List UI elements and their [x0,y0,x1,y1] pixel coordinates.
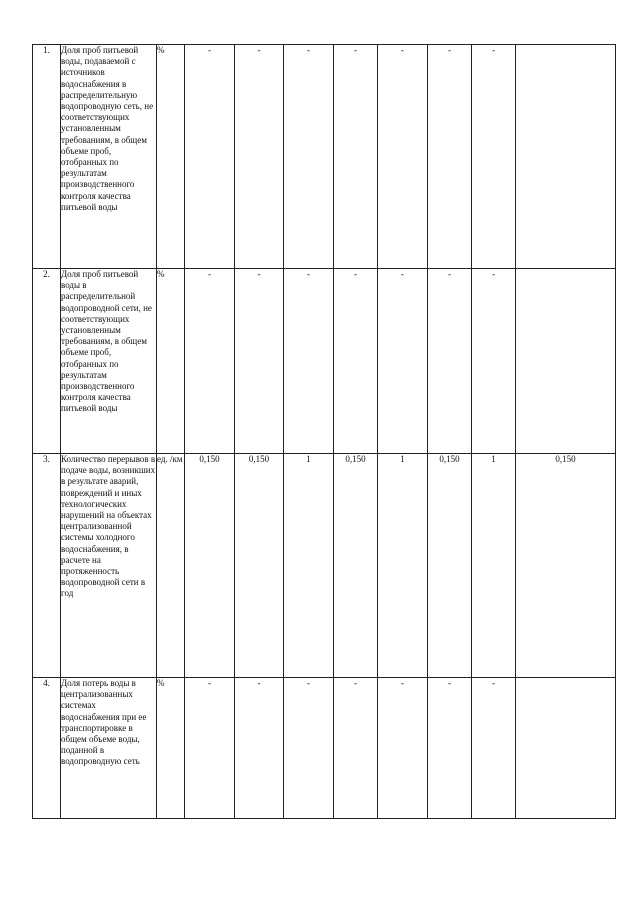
value-cell: - [334,678,378,819]
indicators-table [32,44,616,819]
value-cell: - [284,45,334,269]
value-cell: - [235,678,284,819]
value-cell: - [472,678,516,819]
indicator-name: Доля проб питьевой воды в распределительной водопроводной сети, не соответствующих установленным требованиям, в общем объеме проб, отобранных по результатам производственного контроля качества питьевой воды [61,269,157,454]
row-number: 2. [33,269,61,454]
value-cell: - [185,45,235,269]
value-cell: - [235,45,284,269]
unit-cell: ед. /км [157,454,185,678]
value-cell: 0,150 [428,454,472,678]
value-cell: - [378,269,428,454]
table-row [33,269,616,454]
value-cell [516,269,616,454]
value-cell: - [235,269,284,454]
value-cell [516,678,616,819]
value-cell: - [428,45,472,269]
value-cell: 0,150 [235,454,284,678]
table-row [33,454,616,678]
value-cell: - [378,45,428,269]
value-cell: - [472,45,516,269]
value-cell: - [378,678,428,819]
unit-cell: % [157,269,185,454]
value-cell: 1 [472,454,516,678]
value-cell: 1 [284,454,334,678]
unit-cell: % [157,45,185,269]
unit-cell: % [157,678,185,819]
table-row [33,678,616,819]
indicator-name: Доля проб питьевой воды, подаваемой с источников водоснабжения в распределительную водопроводную сеть, не соответствующих установленным требованиям, в общем объеме проб, отобранных по результатам производственного контроля качества питьевой воды [61,45,157,269]
value-cell: 1 [378,454,428,678]
value-cell [516,45,616,269]
value-cell: - [185,678,235,819]
value-cell: - [284,269,334,454]
value-cell: - [185,269,235,454]
value-cell: 0,150 [334,454,378,678]
value-cell: - [428,678,472,819]
value-cell: - [472,269,516,454]
row-number: 1. [33,45,61,269]
value-cell: 0,150 [516,454,616,678]
row-number: 3. [33,454,61,678]
value-cell: 0,150 [185,454,235,678]
indicator-name: Доля потерь воды в централизованных системах водоснабжения при ее транспортировке в общем объеме воды, поданной в водопроводную сеть [61,678,157,819]
value-cell: - [284,678,334,819]
value-cell: - [334,269,378,454]
indicator-name: Количество перерывов в подаче воды, возникших в результате аварий, повреждений и иных технологических нарушений на объектах централизованной системы холодного водоснабжения, в расчете на протяженность водопроводной сети в год [61,454,157,678]
row-number: 4. [33,678,61,819]
value-cell: - [334,45,378,269]
table-row [33,45,616,269]
value-cell: - [428,269,472,454]
